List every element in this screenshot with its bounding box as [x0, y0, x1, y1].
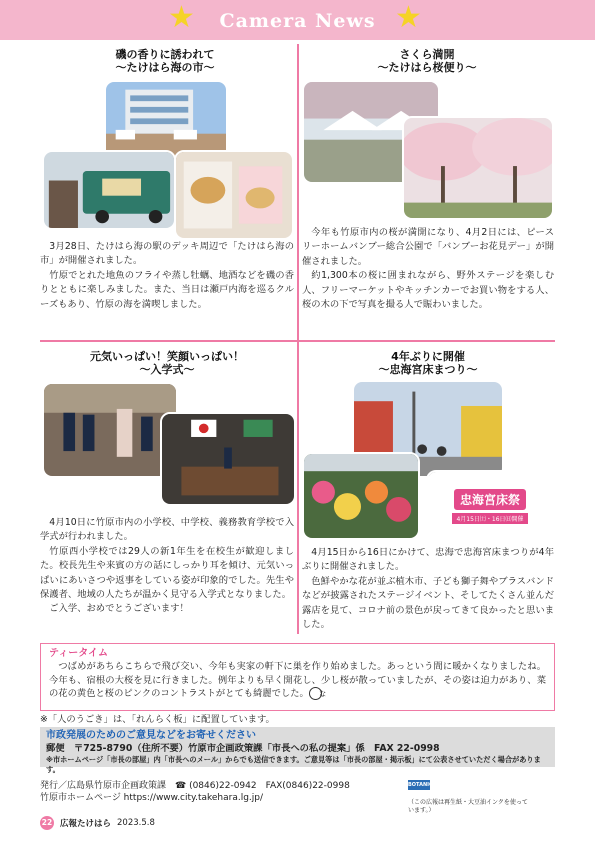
article-tadanoumi-festival: [302, 350, 554, 376]
recycle-notice: BOTANICAL INK （この広報は再生紙・大豆油インクを使っています。）: [408, 782, 528, 814]
vertical-divider: [297, 44, 299, 634]
festival-banner-date: 4月15日㈯・16日㈰開催: [452, 513, 527, 524]
page-number: 22: [40, 816, 54, 830]
publication-name: 広報たけはら: [60, 819, 112, 829]
article-title: 4年ぶりに開催 ～忠海宮床まつり～: [378, 350, 478, 376]
article-title: さくら満開 ～たけはら桜便り～: [377, 48, 477, 74]
horizontal-divider: [40, 340, 555, 342]
photo-students-walking: [42, 382, 178, 478]
publication-date: 2023.5.8: [117, 818, 155, 828]
opinion-title: 市政発展のためのご意見などをお寄せください: [46, 730, 256, 741]
note-text: ※「人のうごき」は、「れんらく板」に配置しています。: [40, 714, 275, 725]
photo-ceremony-stage: [160, 412, 296, 506]
photo-flower-market: [302, 452, 420, 540]
publisher-info: 発行／広島県竹原市企画政策課 ☎ (0846)22-0942 FAX(0846)22-0998 竹原市ホームページ https://www.city.takehara.lg.jp/: [40, 781, 350, 803]
header: [200, 6, 395, 36]
article-body: 4月10日に竹原市内の小学校、中学校、義務教育学校で入学式が行われました。 竹原西小学校では29人の新1年生を在校生が歓迎しました。校長先生や来賓の方の話にしっかり耳を傾け、元気いっぱいにあいさつや返事をしている姿が印象的でした。先生や保護者、地域の人たちが温かく見守る入学式となりました。 ご入学、おめでとうございます！: [40, 517, 294, 615]
teatime-title: ティータイム: [49, 648, 108, 659]
opinion-band: [40, 727, 555, 774]
teatime-text: つばめがあちらこちらで飛び交い、今年も実家の軒下に巣を作り始めました。あっという間に暖かくなりましたね。今年も、宿根の大桜を見に行きました。例年よりも早く開花し、少し桜が散っていましたが、その姿は迫力があり、菜の花の黄色と桜のピンクのコントラストがとても綺麗でした。 な: [49, 661, 546, 699]
ink-logo-icon: BOTANICAL INK: [408, 782, 440, 798]
photo-oysters-dish: [174, 150, 294, 240]
signature-badge: な: [309, 687, 322, 700]
opinion-note: ※市ホームページ「市長の部屋」内「市長へのメール」からでも送信できます。ご意見等は「市長の部屋・掲示板」にて公表させていただく場合があります。: [46, 755, 541, 774]
photo-food-truck: [42, 150, 176, 230]
festival-banner-text: 忠海宮床祭: [454, 489, 526, 510]
page-footer: [40, 816, 155, 830]
page-title: Camera News: [219, 10, 376, 32]
photo-festival-banner: [426, 470, 554, 542]
article-title: 磯の香りに誘われて ～たけはら海の市～: [115, 48, 215, 74]
star-icon: ★: [395, 0, 422, 35]
opinion-contact: 郵便 〒725-8790（住所不要）竹原市企画政策課「市長への私の提案」係 FAX 22-0998: [46, 743, 440, 754]
article-sakura: [302, 48, 552, 74]
article-body: 3月28日、たけはら海の駅のデッキ周辺で「たけはら海の市」が開催されました。 竹原でとれた地魚のフライや蒸し牡蠣、地酒などを磯の香りとともに楽しみました。また、当日は瀬戸内海を巡るクルーズもあり、竹原の海を満喫しました。: [40, 241, 294, 310]
star-icon: ★: [168, 0, 195, 35]
photo-cherry-trees: [402, 116, 554, 220]
article-title: 元気いっぱい！笑顔いっぱい！ ～入学式～: [90, 350, 244, 376]
article-entrance-ceremony: [40, 350, 294, 376]
article-body: 今年も竹原市内の桜が満開になり、4月2日には、ピースリーホームバンブー総合公園で「バンブーお花見デー」が開催されました。 約1,300本の桜に囲まれながら、野外ステージを楽しむ人、フリーマーケットやキッチンカーでお買い物をする人、桜の木の下で写真を撮る人で賑わいました。: [302, 227, 554, 311]
article-body: 4月15日から16日にかけて、忠海で忠海宮床まつりが4年ぶりに開催されました。 色鮮やかな花が並ぶ植木市、子ども獅子舞やブラスバンドなどが披露されたステージイベント、そしてたくさん並んだ露店を見て、コロナ前の景色が戻ってきて良かったと思いました。: [302, 547, 554, 631]
article-umi-no-ichi: [40, 48, 290, 74]
teatime-box: [40, 643, 555, 711]
